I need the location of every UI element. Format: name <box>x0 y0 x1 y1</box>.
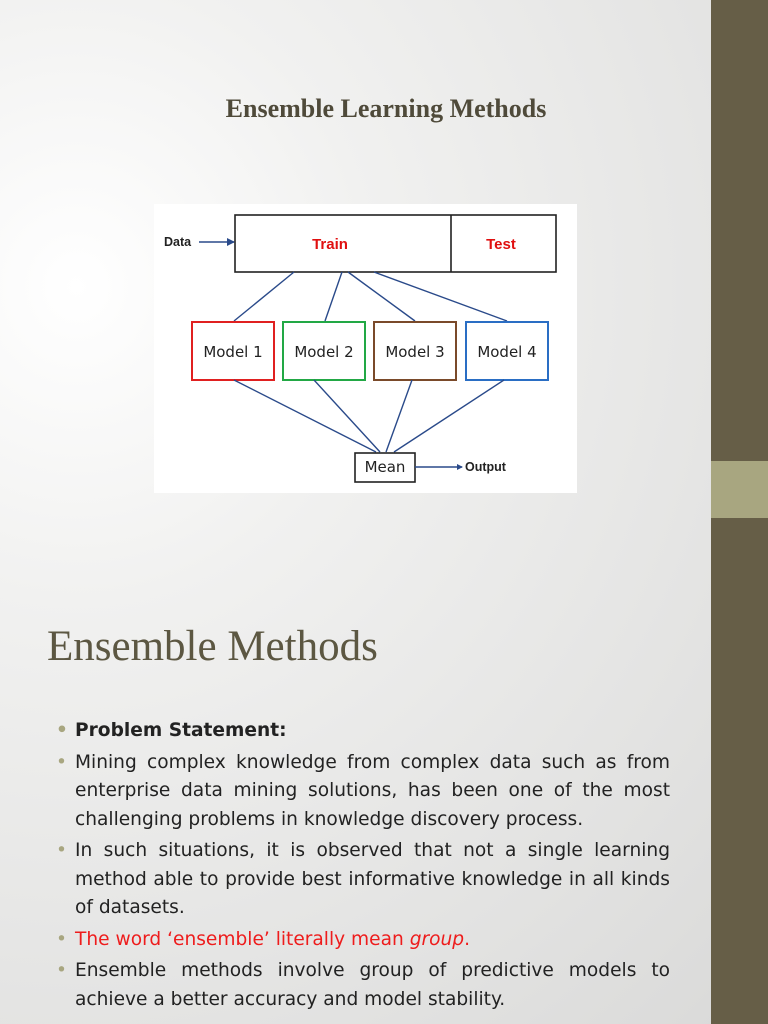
bullet-text: Problem Statement: <box>75 720 287 741</box>
bullet-item <box>56 749 670 835</box>
bullet-dot-icon: • <box>56 840 67 861</box>
bullet-dot-icon: • <box>56 960 67 981</box>
model-1-label: Model 1 <box>203 343 263 361</box>
bullet-item <box>56 926 670 955</box>
bullet-dot-icon: • <box>56 751 67 773</box>
split-lines <box>234 272 507 321</box>
bullet-item <box>56 837 670 923</box>
merge-lines <box>234 380 504 452</box>
train-label: Train <box>312 236 348 253</box>
model-4-label: Model 4 <box>477 343 537 361</box>
bullet-text: Ensemble methods involve group of predictive models to achieve a better accuracy and model stability. <box>75 960 670 1010</box>
bullet-list <box>56 717 670 1017</box>
bullet-item <box>56 957 670 1014</box>
bullet-emphasis: group <box>409 928 465 950</box>
ensemble-diagram <box>154 204 577 493</box>
sidebar-accent-block <box>711 461 768 518</box>
bullet-dot-icon: • <box>56 928 67 950</box>
data-label: Data <box>164 235 192 249</box>
bullet-text: The word ‘ensemble’ literally mean <box>75 928 410 950</box>
slide-title: Ensemble Learning Methods <box>225 94 547 123</box>
bullet-item <box>56 717 670 746</box>
model-3-label: Model 3 <box>385 343 445 361</box>
bullet-text: In such situations, it is observed that not a single learning method able to provide best informative knowledge in all kinds of datasets. <box>75 840 670 918</box>
output-label: Output <box>465 460 506 474</box>
test-label: Test <box>486 236 516 253</box>
bullet-dot-icon: • <box>56 720 68 741</box>
mean-label: Mean <box>364 458 406 476</box>
bullet-text: Mining complex knowledge from complex data such as from enterprise data mining solutions, has been one of the most challenging problems in knowledge discovery process. <box>75 751 670 830</box>
model-2-label: Model 2 <box>294 343 354 361</box>
section-heading: Ensemble Methods <box>47 623 378 670</box>
bullet-text-end: . <box>464 928 471 950</box>
